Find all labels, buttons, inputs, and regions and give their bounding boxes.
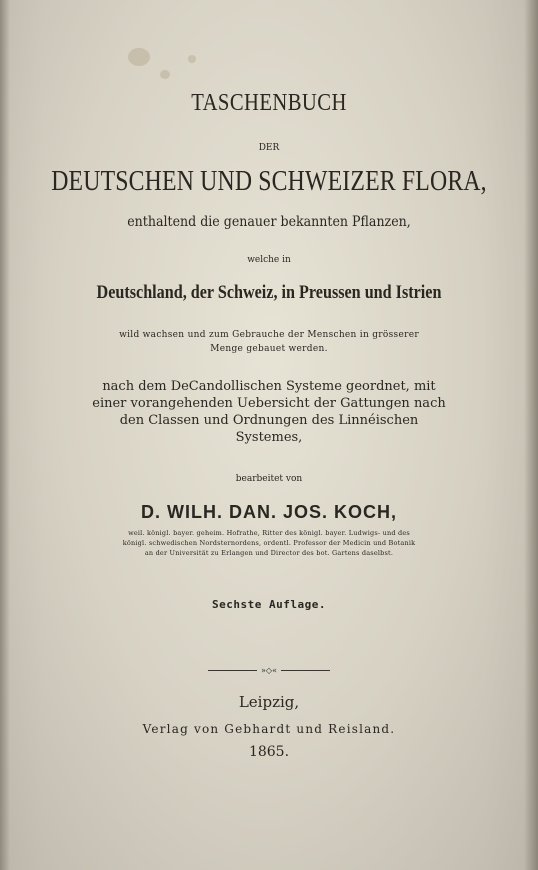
author-name: D. WILH. DAN. JOS. KOCH, [140, 502, 397, 522]
foxing-stain [128, 48, 150, 66]
title-der: DER [258, 143, 280, 153]
growth-line-1: wild wachsen und zum Gebrauche der Menschen in grösserer [119, 330, 419, 340]
foxing-stain [160, 70, 170, 79]
publisher-line: Verlag von Gebhardt und Reisland. [142, 722, 396, 736]
author-titles-line-1: weil. königl. bayer. geheim. Hofrathe, Ritter des königl. bayer. Ludwigs- und des [128, 529, 410, 537]
growth-line-2: Menge gebauet werden. [210, 344, 328, 354]
publication-place: Leipzig, [238, 693, 300, 711]
edition-label: Sechste Auflage. [212, 598, 326, 611]
system-line-2: einer vorangehenden Uebersicht der Gattungen nach [92, 396, 446, 411]
system-line-3: den Classen und Ordnungen des Linnéischen [119, 413, 419, 428]
author-titles-line-2: königl. schwedischen Nordsternordens, ordentl. Professor der Medicin und Botanik [122, 539, 416, 547]
description-line-2: welche in [247, 255, 291, 265]
author-titles-line-3: an der Universität zu Erlangen und Director des bot. Gartens daselbst. [144, 549, 394, 557]
system-line-1: nach dem DeCandollischen Systeme geordnet, mit [102, 379, 436, 394]
ornamental-divider [208, 667, 330, 675]
system-line-4: Systemes, [235, 430, 303, 445]
title-flora: DEUTSCHEN UND SCHWEIZER FLORA, [51, 165, 487, 197]
description-line-1: enthaltend die genauer bekannten Pflanzen, [127, 214, 411, 230]
divider-rule-left [208, 670, 257, 671]
foxing-stain [188, 55, 196, 63]
regions-line: Deutschland, der Schweiz, in Preussen und Istrien [96, 282, 442, 303]
divider-rule-right [281, 670, 330, 671]
edited-by-line: bearbeitet von [235, 474, 303, 484]
title-taschenbuch: TASCHENBUCH [191, 90, 347, 116]
publication-year: 1865. [248, 744, 290, 760]
divider-knot-ornament: »◇« [261, 666, 277, 675]
